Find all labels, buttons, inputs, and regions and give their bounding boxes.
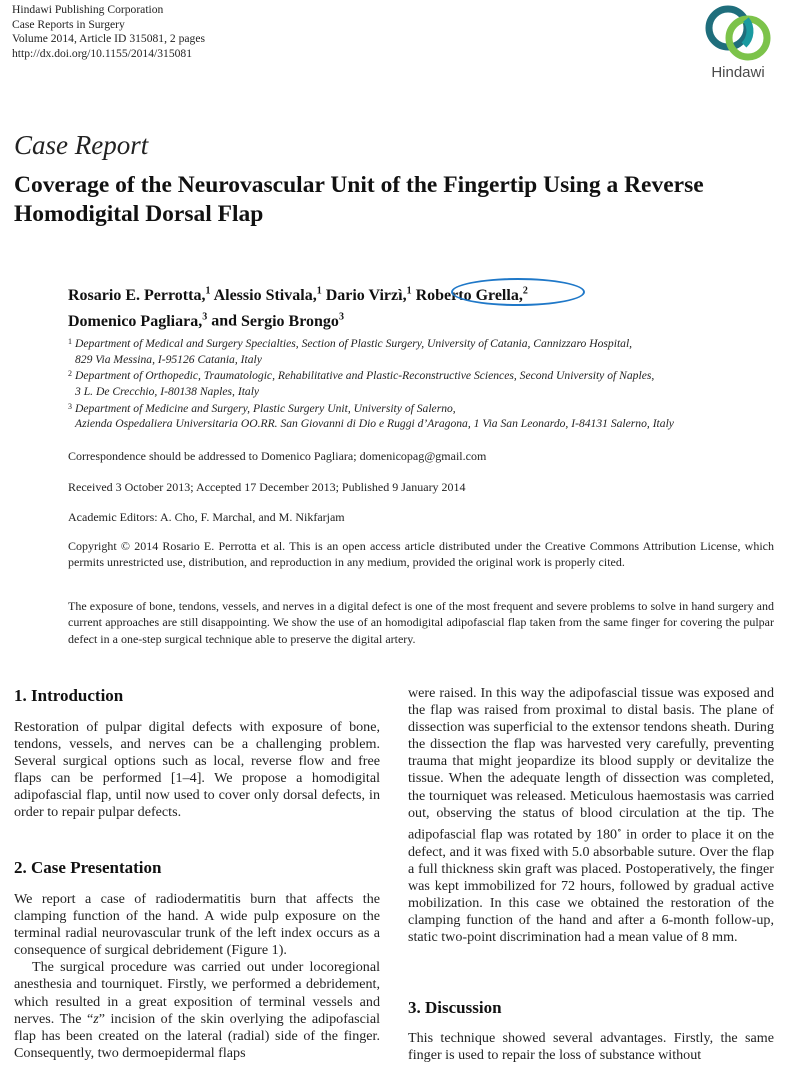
journal-name: Case Reports in Surgery <box>12 17 125 31</box>
journal-masthead <box>12 3 205 61</box>
publisher-name: Hindawi Publishing Corporation <box>12 3 164 16</box>
affiliation: 2 Department of Orthopedic, Traumatologic, Rehabilitative and Plastic-Reconstructive Sciences, Second University of Naples, 3 L. De Crecchio, I-80138 Naples, Italy <box>68 369 655 398</box>
hindawi-logo <box>694 4 782 86</box>
academic-editors: Academic Editors: A. Cho, F. Marchal, and M. Nikfarjam <box>68 510 345 524</box>
intro-paragraph: Restoration of pulpar digital defects with exposure of bone, tendons, vessels, and nerves can be a challenging problem. Several surgical options such as local, reverse flow and free flaps can be performed [1–4]. We propose a homodigital adipofascial flap, until now used to cover only dorsal defects, in order to repair pulpar defects. <box>14 719 380 821</box>
correspondence-line: Correspondence should be addressed to Domenico Pagliara; domenicopag@gmail.com <box>68 449 487 463</box>
section-heading: 1. Introduction <box>14 686 124 705</box>
case-paragraph: We report a case of radiodermatitis burn that affects the clamping function of the hand. A wide pulp exposure on the terminal radial neurovascular trunk of the left index occurs as a consequence of surgical debridement (Figure 1). <box>14 891 380 959</box>
discussion-paragraph: This technique showed several advantages. Firstly, the same finger is used to repair the loss of substance without <box>408 1030 774 1064</box>
author-highlight-circle <box>451 278 585 306</box>
author: Sergio Brongo$^3$ <box>241 311 344 330</box>
volume-info: Volume 2014, Article ID 315081, 2 pages <box>12 32 205 46</box>
section-heading: 3. Discussion <box>408 998 502 1017</box>
article-type: Case Report <box>14 130 149 160</box>
section-heading: 2. Case Presentation <box>14 858 162 877</box>
logo-wordmark: Hindawi <box>711 64 765 81</box>
author-conjunction: and <box>211 312 237 330</box>
case-paragraph: The surgical procedure was carried out under locoregional anesthesia and tourniquet. Firstly, we performed a debridement, which resulted in a great exposition of terminal vessels and nerves. The “z” incision of the skin overlying the adipofascial flap has been created on the lateral (radial) side of the finger. Consequently, two dermoepidermal flaps <box>14 959 380 1061</box>
affiliation: 1 Department of Medical and Surgery Specialties, Section of Plastic Surgery, University of Catania, Cannizzaro Hospital, 829 Via Messina, I-95126 Catania, Italy <box>68 337 633 366</box>
case-paragraph-continued: were raised. In this way the adipofascial tissue was exposed and the flap was raised from proximal to distal basis. The plane of dissection was superficial to the extensor tendons sheath. During the dissection the flap was harvested very carefully, preventing trauma that might jeopardize its blood supply or devitalize the tissue. When the adequate length of dissection was completed, the tourniquet was released. Meticulous haemostasis was carried out, observing the status of blood circulation at the tip. The adipofascial flap was rotated by 180∘ in order to place it on the defect, and it was fixed with 5.0 absorbable suture. Over the flap a full thickness skin graft was placed. Postoperatively, the finger was kept immobilized for 72 hours, followed by gradual active mobilization. In this case we obtained the restoration of the clamping function of the hand and after a 6-month follow-up, static two-point discrimination had a mean value of 8 mm. <box>408 685 774 945</box>
hindawi-rings-icon <box>694 4 782 62</box>
abstract: The exposure of bone, tendons, vessels, and nerves in a digital defect is one of the most frequent and severe problems to solve in hand surgery and current approaches are still disappointing. We show the use of an homodigital adipofascial flap taken from the same finger for covering the pulpar defect in a one-step surgical technique able to preserve the digital artery. <box>68 599 774 646</box>
author: Rosario E. Perrotta,$^1$ <box>68 286 211 305</box>
article-title: Coverage of the Neurovascular Unit of the Fingertip Using a Reverse Homodigital Dorsal Flap <box>14 172 704 227</box>
author-highlighted: Roberto Grella,$^2$ <box>415 286 528 305</box>
author: Domenico Pagliara,$^3$ <box>68 311 208 330</box>
author: Dario Virzì,$^1$ <box>325 286 412 305</box>
author-list <box>68 281 768 332</box>
author: Alessio Stivala,$^1$ <box>213 286 322 305</box>
publication-dates: Received 3 October 2013; Accepted 17 December 2013; Published 9 January 2014 <box>68 480 466 494</box>
copyright-notice: Copyright © 2014 Rosario E. Perrotta et al. This is an open access article distributed under the Creative Commons Attribution License, which permits unrestricted use, distribution, and reproduction in any medium, provided the original work is properly cited. <box>68 539 774 570</box>
affiliation: 3 Department of Medicine and Surgery, Plastic Surgery Unit, University of Salerno, Azienda Ospedaliera Universitaria OO.RR. San Giovanni di Dio e Ruggi d’Aragona, 1 Via San Leonardo, I-84131 Salerno, Italy <box>68 401 674 431</box>
doi-link[interactable]: http://dx.doi.org/10.1155/2014/315081 <box>12 46 193 60</box>
affiliations <box>68 336 778 433</box>
